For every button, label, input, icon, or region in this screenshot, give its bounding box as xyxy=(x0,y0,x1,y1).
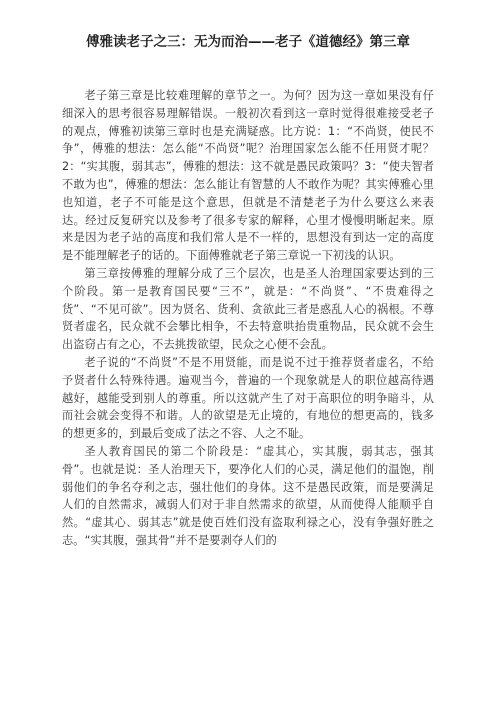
paragraph-4: 圣人教育国民的第二个阶段是：“虚其心，实其腹，弱其志，强其骨”。也就是说：圣人治理天下，要净化人们的心灵，满足他们的温饱，削弱他们的争名夺利之志，强壮他们的身体。这不是愚民政策，而是要满足人们的自然需求，减弱人们对于非自然需求的欲望，从而使得人能顺乎自然。“虚其心、弱其志”就是使百姓们没有盗取利禄之心，没有争强好胜之志。“实其腹，强其骨”并不是要剥夺人们的 xyxy=(62,444,434,547)
paragraph-2: 第三章按傅雅的理解分成了三个层次，也是圣人治理国家要达到的三个阶段。第一是教育国民要“三不”，就是：“不尚贤”、“不贵难得之货”、“不见可欲”。因为贤名、货利、贪欲此三者是惑乱人心的祸根。不尊贤者虚名，民众就不会攀比相争，不去特意哄抬贵重物品，民众就不会生出盗窃占有之心，不去挑拨欲望，民众之心便不会乱。 xyxy=(62,266,434,352)
document-body xyxy=(62,87,434,550)
document-title: 傅雅读老子之三：无为而治——老子《道德经》第三章 xyxy=(86,34,410,50)
paragraph-3: 老子说的“不尚贤”不是不用贤能，而是说不过于推荐贤者虚名，不给予贤者什么特殊待遇。遍观当今，普遍的一个现象就是人的职位越高待遇越好，越能受到别人的尊重。所以这就产生了对于高职位的明争暗斗，从而社会就会变得不和谐。人的欲望是无止境的，有地位的想更高的，钱多的想更多的，到最后变成了法之不容、人之不耻。 xyxy=(62,355,434,441)
paragraph-1: 老子第三章是比较难理解的章节之一。为何？因为这一章如果没有仔细深入的思考很容易理解错误。一般初次看到这一章时觉得很难接受老子的观点，傅雅初读第三章时也是充满疑惑。比方说：1：“不尚贤，使民不争”，傅雅的想法：怎么能“不尚贤”呢？治理国家怎么能不任用贤才呢？2：“实其腹，弱其志”，傅雅的想法：这不就是愚民政策吗？3：“使夫智者不敢为也”，傅雅的想法：怎么能让有智慧的人不敢作为呢？其实傅雅心里也知道，老子不可能是这个意思，但就是不清楚老子为什么要这么来表达。经过反复研究以及参考了很多专家的解释，心里才慢慢明晰起来。原来是因为老子站的高度和我们常人是不一样的，思想没有到达一定的高度是不能理解老子的话的。下面傅雅就老子第三章说一下初浅的认识。 xyxy=(62,89,434,263)
